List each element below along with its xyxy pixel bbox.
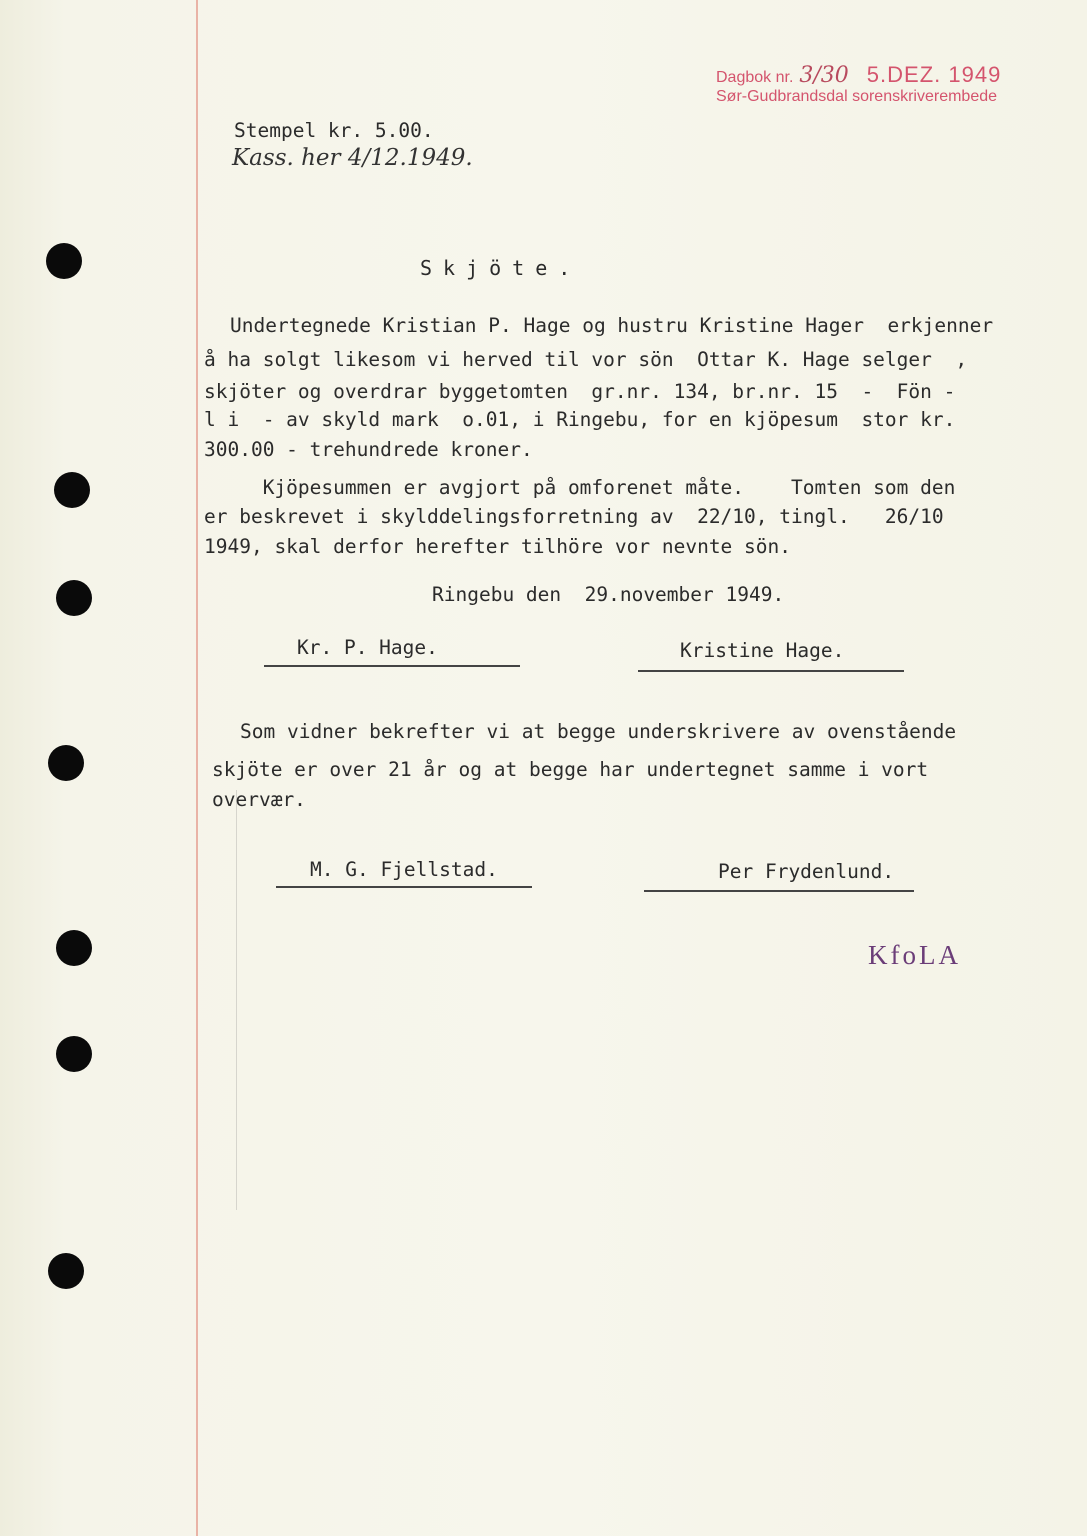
body-line: 300.00 - trehundrede kroner. [204, 438, 533, 461]
binder-hole [54, 472, 90, 508]
witness-line: skjöte er over 21 år og at begge har undertegnet samme i vort [212, 758, 929, 781]
signature-line [644, 890, 914, 892]
body-line: 1949, skal derfor herefter tilhöre vor nevnte sön. [204, 535, 791, 558]
kasse-note: Kass. her 4/12.1949. [232, 145, 473, 171]
binder-hole [46, 243, 82, 279]
body-line: Undertegnede Kristian P. Hage og hustru Kristine Hager erkjenner [230, 314, 994, 337]
stamp-prefix: Dagbok nr. [716, 69, 794, 86]
registry-stamp [716, 62, 1001, 88]
body-line: l i - av skyld mark o.01, i Ringebu, for en kjöpesum stor kr. [204, 408, 956, 431]
binder-hole [56, 1036, 92, 1072]
binder-hole [48, 745, 84, 781]
document-title: Skjöte. [420, 256, 582, 280]
clerk-initials: KfoLA [868, 940, 961, 970]
signature-seller1: Kr. P. Hage. [297, 636, 438, 659]
body-line: å ha solgt likesom vi herved til vor sön Ottar K. Hage selger , [204, 348, 968, 371]
witness-line: overvær. [212, 788, 306, 811]
body-line: er beskrevet i skylddelingsforretning av 22/10, tingl. 26/10 [204, 505, 944, 528]
margin-rule [196, 0, 198, 1536]
witness-signature-1: M. G. Fjellstad. [310, 858, 498, 881]
stamp-office: Sør-Gudbrandsdal sorenskriverembede [716, 88, 998, 105]
witness-line: Som vidner bekrefter vi at begge underskrivere av ovenstående [240, 720, 957, 743]
stamp-number: 3/30 [799, 63, 849, 88]
signature-seller2: Kristine Hage. [680, 639, 845, 662]
witness-signature-2: Per Frydenlund. [718, 860, 895, 883]
binder-hole [56, 580, 92, 616]
body-line: Kjöpesummen er avgjort på omforenet måte. Tomten som den [204, 476, 956, 499]
stamp-date: 5.DEZ. 1949 [866, 62, 1002, 87]
paper-crease [236, 790, 237, 1210]
binder-hole [56, 930, 92, 966]
signature-line [638, 670, 904, 672]
stempel-fee: Stempel kr. 5.00. [234, 119, 434, 142]
signature-line [264, 665, 520, 667]
place-date: Ringebu den 29.november 1949. [432, 583, 785, 606]
body-line: skjöter og overdrar byggetomten gr.nr. 134, br.nr. 15 - Fön - [204, 380, 956, 403]
signature-line [276, 886, 532, 888]
binder-hole [48, 1253, 84, 1289]
